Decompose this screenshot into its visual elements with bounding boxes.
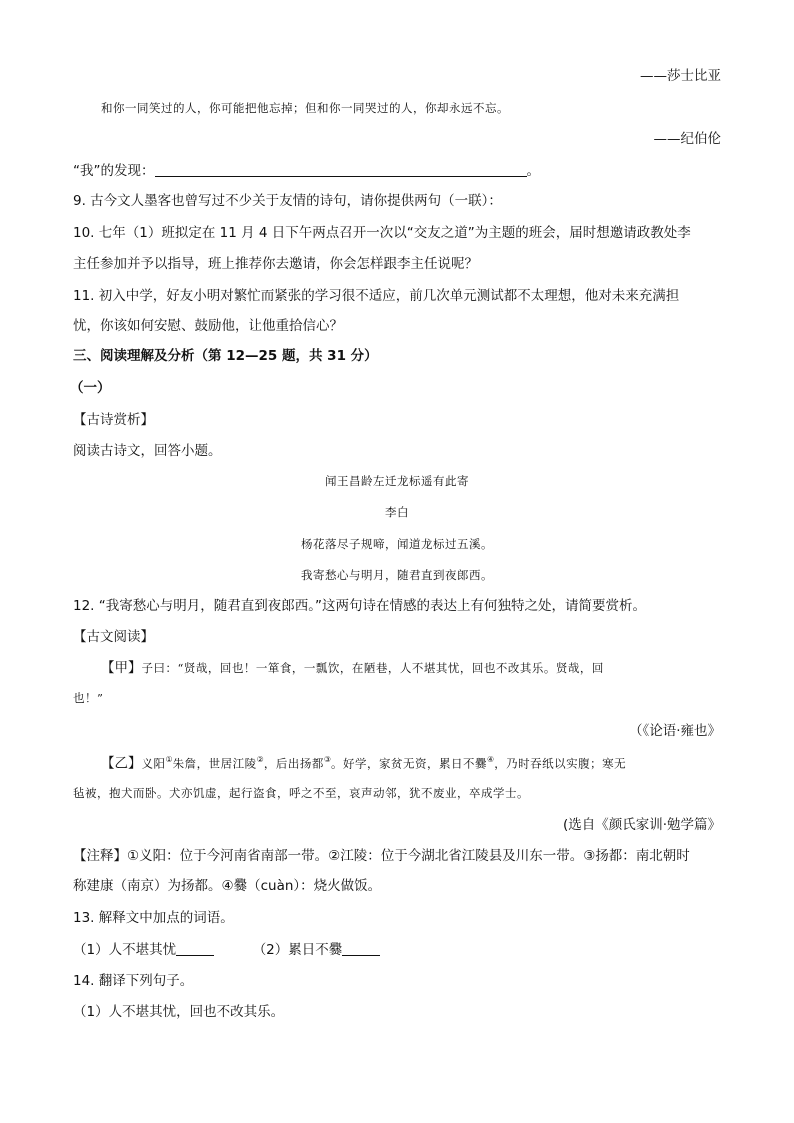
poem-line-2: 我寄愁心与明月，随君直到夜郎西。 [301, 568, 493, 582]
question-10-line1: 10. 七年（1）班拟定在 11 月 4 日下午两点召开一次以“交友之道”为主题的班会，届时想邀请政教处李 [73, 225, 691, 241]
text-yi-label: 【乙】 [101, 755, 142, 772]
text-yi-line2: 毡被，抱犬而卧。犬亦饥虚，起行盗食，呼之不至，哀声动邻，犹不废业，卒成学士。 [73, 786, 529, 800]
attribution-shakespeare: ——莎士比亚 [640, 68, 721, 84]
notes-line2: 称建康（南京）为扬都。④爨（cuàn）：烧火做饭。 [73, 878, 382, 894]
poem-instruction: 阅读古诗文，回答小题。 [73, 443, 222, 459]
text-yi-seg2: 朱詹，世居江陵 [172, 756, 257, 771]
text-yi-seg1: 义阳 [141, 756, 166, 771]
poem-title: 闻王昌龄左迁龙标遥有此寄 [325, 474, 469, 488]
text-jia-body: 子曰：“贤哉，回也！一箪食，一瓢饮，在陋巷，人不堪其忧，回也不改其乐。贤哉，回 [141, 661, 604, 675]
question-11-line1: 11. 初入中学，好友小明对繁忙而紧张的学习很不适应，前几次单元测试都不太理想，他对未来充满担 [73, 288, 680, 304]
text-jia-line2: 也！” [73, 691, 104, 705]
section-3-title: 三、阅读理解及分析（第 12—25 题，共 31 分） [73, 348, 378, 364]
text-yi-line1 [101, 756, 626, 771]
question-14-title: 14. 翻译下列句子。 [73, 973, 194, 989]
q13-item2-label: （2）累日不爨 [252, 942, 343, 958]
text-jia-label: 【甲】 [101, 660, 142, 676]
note-marker-3: ③ [323, 755, 332, 764]
question-13-title: 13. 解释文中加点的词语。 [73, 910, 234, 926]
friendship-quote: 和你一同笑过的人，你可能把他忘掉；但和你一同哭过的人，你却永远不忘。 [101, 101, 509, 115]
poem-section-title: 【古诗赏析】 [73, 412, 154, 428]
notes-line1: 【注释】①义阳：位于今河南省南部一带。②江陵：位于今湖北省江陵县及川东一带。③扬都：南北朝时 [73, 848, 690, 864]
text-jia-source: （《论语·雍也》 [628, 723, 721, 739]
question-9: 9. 古今文人墨客也曾写过不少关于友情的诗句，请你提供两句（一联）： [73, 193, 502, 209]
question-14-item1: （1）人不堪其忧，回也不改其乐。 [73, 1004, 285, 1020]
question-11-line2: 忧，你该如何安慰、鼓励他，让他重拾信心？ [73, 318, 343, 334]
attribution-gibran: ——纪伯伦 [653, 131, 721, 147]
question-12: 12. “我寄愁心与明月，随君直到夜郎西。”这两句诗在情感的表达上有何独特之处，请简要赏析。 [73, 598, 646, 614]
text-yi-source: (选自《颜氏家训·勉学篇》 [562, 817, 721, 833]
q13-item2-blank[interactable] [342, 943, 380, 956]
poem-line-1: 杨花落尽子规啼，闻道龙标过五溪。 [301, 537, 493, 551]
classical-section-title: 【古文阅读】 [73, 629, 154, 645]
question-10-line2: 主任参加并予以指导，班上推荐你去邀请，你会怎样跟李主任说呢？ [73, 256, 478, 272]
note-marker-4: ④ [487, 755, 495, 764]
q8-answer-blank[interactable] [155, 164, 527, 177]
q8-end: 。 [526, 163, 540, 179]
part-1-label: （一） [70, 380, 111, 396]
note-marker-1: ① [165, 755, 173, 764]
question-13-items [73, 943, 380, 958]
q13-item1-label: （1）人不堪其忧 [73, 942, 177, 958]
text-jia-line1 [101, 662, 604, 676]
text-yi-seg5: ，乃时吞纸以实腹；寒无 [494, 756, 627, 771]
q13-item1-blank[interactable] [176, 943, 214, 956]
poem-author: 李白 [385, 505, 409, 519]
q8-discovery [73, 164, 540, 179]
text-yi-seg3: ，后出扬都 [263, 756, 324, 771]
text-yi-seg4: 。好学，家贫无资，累日不爨 [331, 756, 488, 771]
q8-label: “我”的发现： [73, 163, 155, 179]
note-marker-2: ② [256, 755, 264, 764]
